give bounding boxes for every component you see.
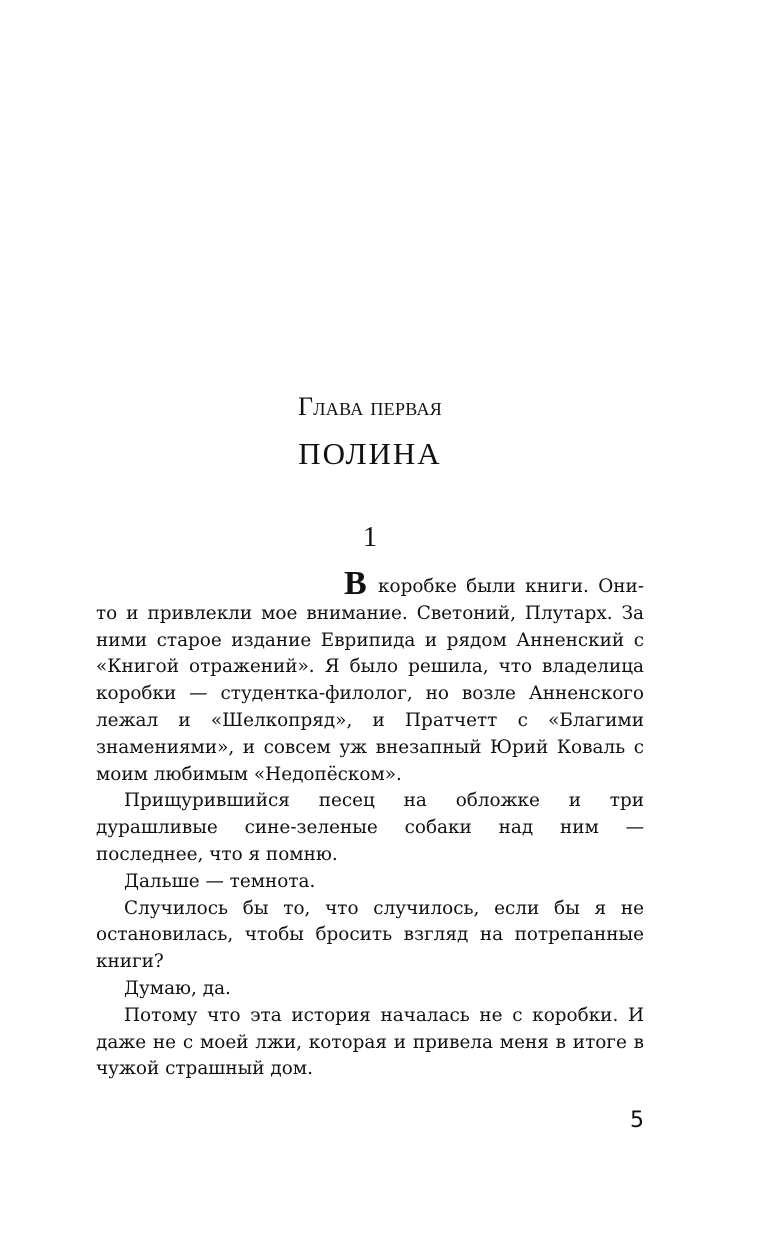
section-number: 1 [363, 522, 377, 553]
paragraph-2: Прищурившийся песец на обложке и три дурашливые сине-зеленые собаки над ним — последнее, что я помню. [96, 790, 644, 865]
paragraph-1 [96, 565, 644, 788]
page-number: 5 [630, 1108, 644, 1133]
paragraph-5: Думаю, да. [124, 977, 231, 999]
body-text [96, 565, 644, 1083]
paragraph-4: Случилось бы то, что случилось, если бы я не остановилась, чтобы бросить взгляд на потрепанные книги? [96, 897, 644, 973]
chapter-title: ПОЛИНА [298, 436, 442, 471]
paragraph-3: Дальше — темнота. [124, 870, 316, 892]
paragraph-1-text: коробке были книги. Они-то и привлекли мое внимание. Светоний, Плутарх. За ними старое издание Еврипида и рядом Анненский с «Книгой отражений». Я было решила, что владелица коробки — студентка-филолог, но возле Анненского лежал и «Шелкопряд», и Пратчетт с «Благими знамениями», и совсем уж внезапный Юрий Коваль с моим любимым «Недопёском». [96, 576, 644, 785]
chapter-label: Глава первая [297, 392, 443, 421]
paragraph-6: Потому что эта история началась не с коробки. И даже не с моей лжи, которая и привела меня в итоге в чужой страшный дом. [96, 1004, 644, 1080]
dropcap: В [344, 565, 367, 602]
